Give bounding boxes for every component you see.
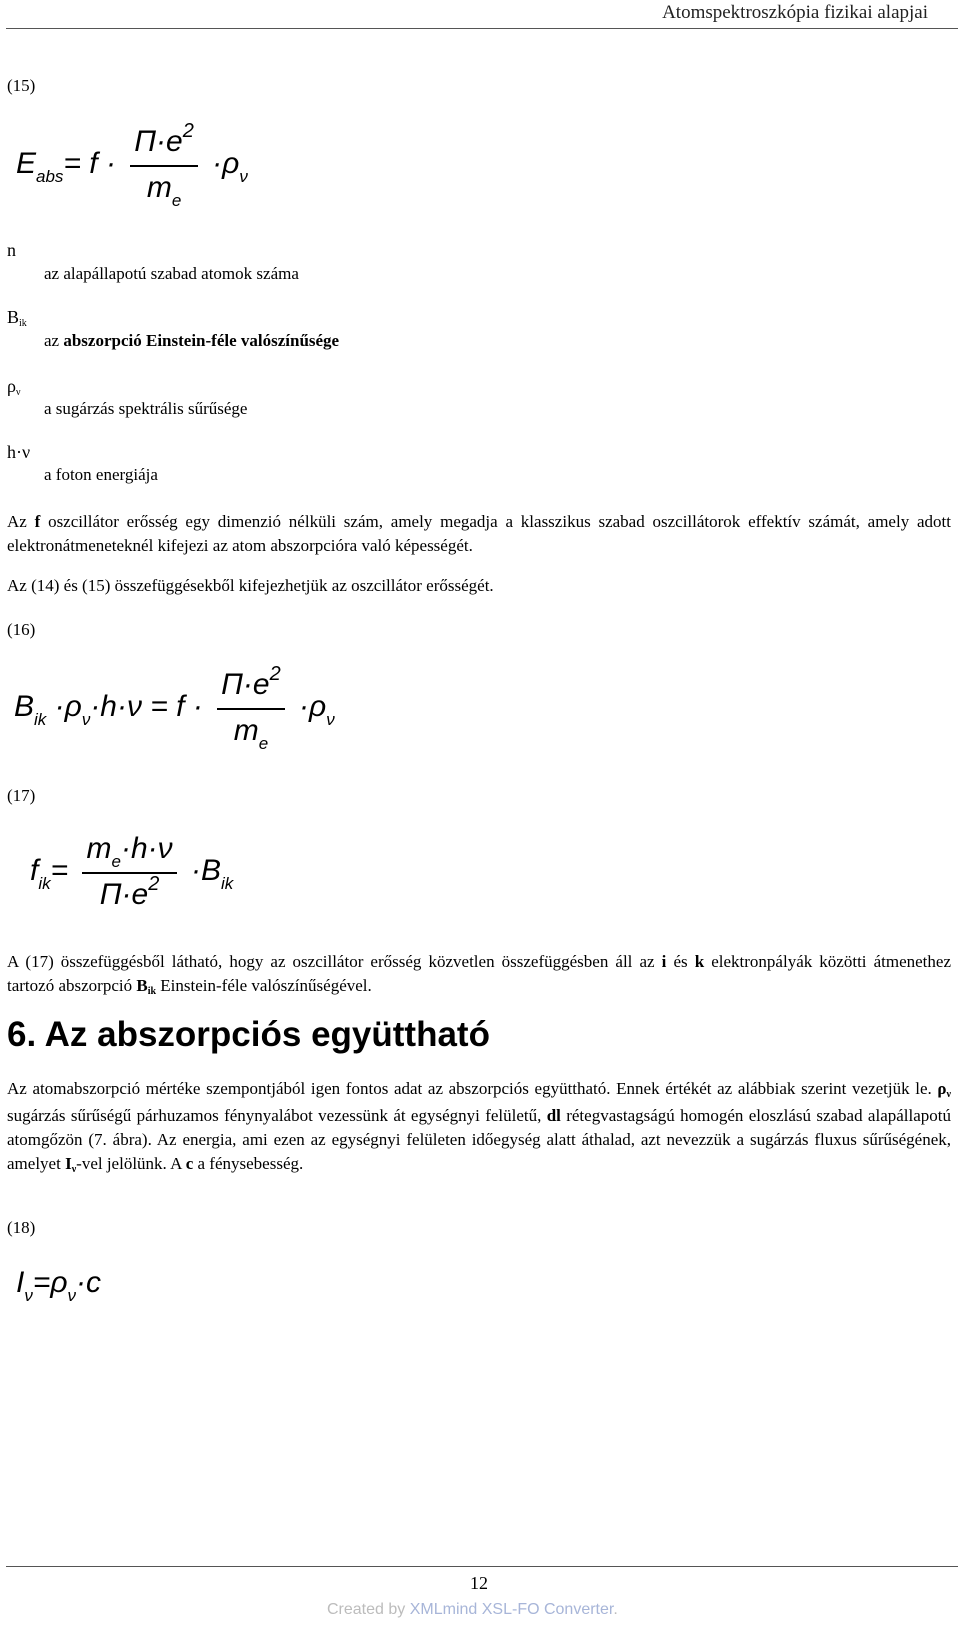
converter-credit: Created by XMLmind XSL-FO Converter. [327,1601,618,1618]
paragraph-absorption-coefficient: Az atomabszorpció mértéke szempontjából igen fontos adat az abszorpciós együttható. Ennek értékét az alábbiak szerint vezetjük le. ρν sugárzás sűrűségű párhuzamos fénynyalábot vezessünk át egységnyi felületű, dl rétegvastagságú homogén eloszlású szabad alapállapotú atomgőzön (7. ábra). Az energia, ami ezen az egységnyi felületen időegység alatt áthalad, azt nevezzük a sugárzás fluxus sűrűségének, amelyet Iν-vel jelölünk. A c a fénysebesség. [7,1079,951,1175]
definition-desc-bik: az abszorpció Einstein-féle valószínűsége [44,331,340,350]
running-header-title: Atomspektroszkópia fizikai alapjai [662,2,928,23]
equation-number-15: (15) [7,76,36,95]
section-heading: 6. Az abszorpciós együttható [7,1015,490,1054]
definition-term-hnu: h·ν [7,442,31,462]
equation-number-16: (16) [7,620,36,639]
equation-number-17: (17) [7,786,36,805]
equation-number-18: (18) [7,1218,36,1237]
definition-desc-n: az alapállapotú szabad atomok száma [44,264,299,283]
paragraph-eq17-explanation: A (17) összefüggésből látható, hogy az oszcillátor erősség közvetlen összefüggésben áll az i és k elektronpályák közötti átmenethez tartozó abszorpció Bik Einstein-féle valószínűségével. [7,952,951,997]
header-rule [6,28,958,29]
definition-desc-rho: a sugárzás spektrális sűrűsége [44,399,248,418]
formula-15: $E_{abs}= f$ · $\frac{\Pi\cdot e^2}{m_e}$ $\cdot\rho_\nu$ [16,120,248,210]
definition-term-rho: ρν [7,376,21,398]
paragraph-expression-intro: Az (14) és (15) összefüggésekből kifejezhetjük az oszcillátor erősségét. [7,576,494,595]
formula-16: $B_{ik} \cdot\rho_\nu\cdot h\cdot\nu = f$ · $\frac{\Pi\cdot e^2}{m_e}$ $\cdot\rho_\nu$ [14,663,335,753]
definition-term-bik: Bik [7,307,27,329]
definition-desc-hnu: a foton energiája [44,465,158,484]
footer-rule [6,1566,958,1567]
definition-term-n: n [7,240,16,260]
page-number: 12 [470,1573,488,1593]
paragraph-oscillator-strength: Az f oszcillátor erősség egy dimenzió nélküli szám, amely megadja a klasszikus szabad oszcillátorok effektív számát, amely adott elektronátmeneteknél kifejezi az atom abszorpcióra való képességét. [7,512,951,555]
formula-17: $f_{ik}=$ $\frac{m_e\cdot h\cdot\nu}{\Pi\cdot e^2}$ $\cdot B_{ik}$ [30,832,234,911]
formula-18: $I_\nu=\rho_\nu\cdot c$ [16,1266,102,1305]
